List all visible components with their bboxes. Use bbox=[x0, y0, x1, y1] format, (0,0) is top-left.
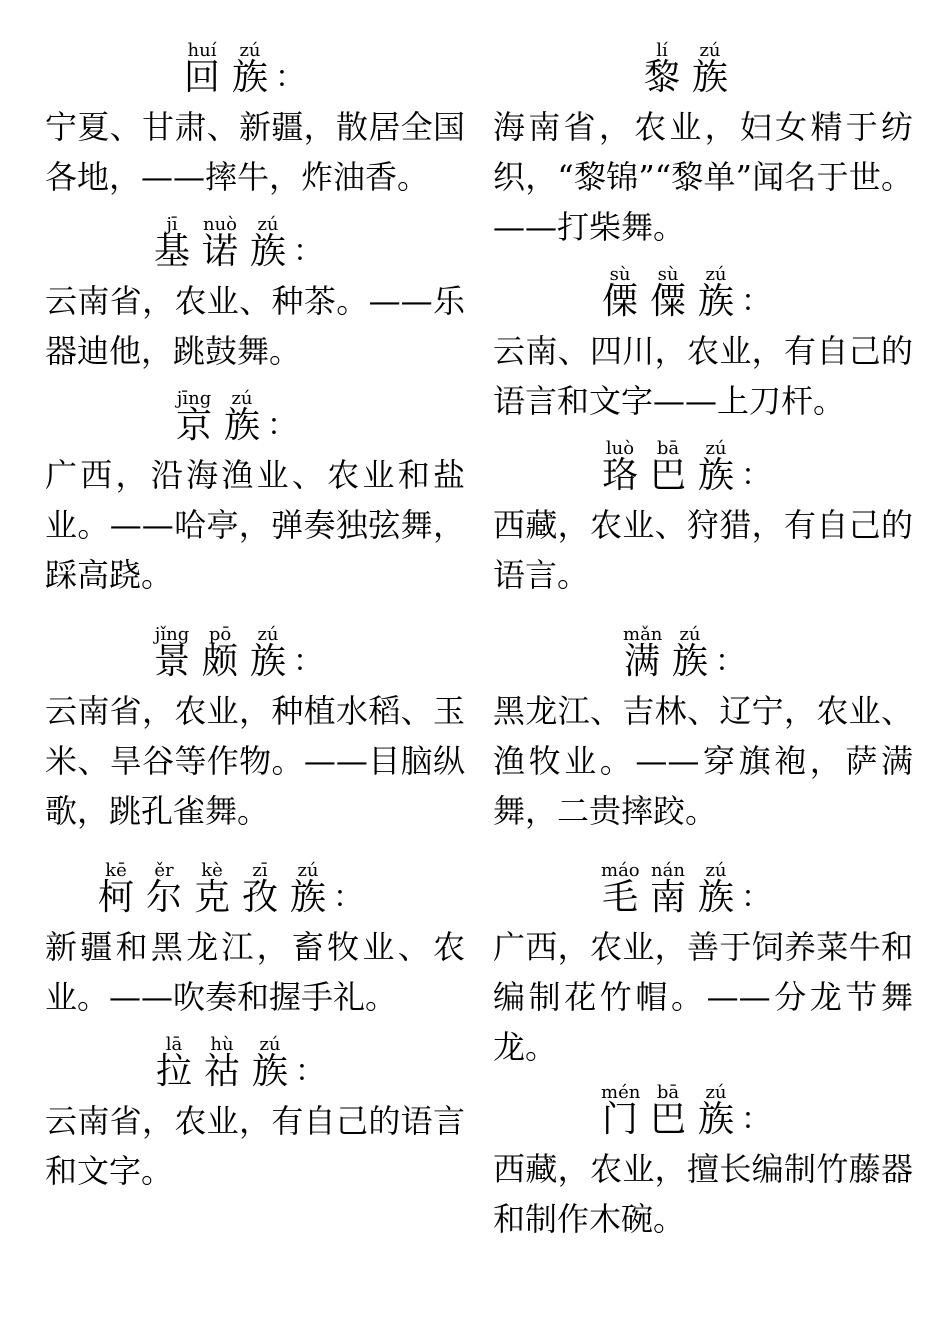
pinyin-annotation: nuò bbox=[202, 214, 238, 235]
hanzi-character: 孜 bbox=[241, 877, 278, 918]
hanzi-character: 克 bbox=[193, 877, 230, 918]
ethnic-group-entry bbox=[45, 216, 465, 376]
pinyin-annotation: zú bbox=[297, 860, 319, 881]
heading-colon: ： bbox=[333, 880, 363, 915]
pinyin-annotation: lā bbox=[165, 1034, 183, 1055]
hanzi-character: 族 bbox=[697, 1099, 734, 1140]
ruby-character bbox=[649, 440, 687, 496]
ethnic-group-entry bbox=[45, 390, 465, 600]
ruby-character bbox=[231, 42, 269, 98]
pinyin-annotation: pō bbox=[208, 624, 232, 645]
hanzi-character: 基 bbox=[153, 231, 190, 272]
ruby-character bbox=[97, 862, 135, 918]
hanzi-character: 族 bbox=[691, 57, 728, 98]
hanzi-character: 族 bbox=[671, 641, 708, 682]
ruby-character bbox=[153, 216, 191, 272]
ruby-character bbox=[203, 1036, 241, 1092]
pinyin-annotation: máo bbox=[601, 860, 640, 881]
hanzi-character: 景 bbox=[153, 641, 190, 682]
pinyin-annotation: sù bbox=[657, 264, 679, 285]
pinyin-annotation: zú bbox=[705, 860, 727, 881]
ruby-character bbox=[249, 216, 287, 272]
ethnic-group-entry bbox=[493, 440, 913, 600]
ethnic-group-entry bbox=[45, 626, 465, 836]
hanzi-character: 毛 bbox=[601, 877, 638, 918]
hanzi-character: 拉 bbox=[155, 1051, 192, 1092]
hanzi-character: 柯 bbox=[97, 877, 134, 918]
pinyin-annotation: huí bbox=[187, 40, 217, 61]
ethnic-group-entry bbox=[493, 42, 913, 252]
pinyin-annotation: bā bbox=[656, 1082, 680, 1103]
ethnic-group-heading bbox=[493, 626, 913, 682]
ruby-character bbox=[671, 626, 709, 682]
heading-colon: ： bbox=[267, 408, 297, 443]
ruby-character bbox=[601, 440, 639, 496]
ethnic-group-heading bbox=[45, 42, 465, 98]
pinyin-annotation: zú bbox=[705, 264, 727, 285]
pinyin-annotation: kè bbox=[201, 860, 223, 881]
pinyin-annotation: jīng bbox=[176, 388, 212, 409]
ethnic-group-heading bbox=[493, 42, 913, 98]
pinyin-annotation: zú bbox=[705, 438, 727, 459]
hanzi-character: 族 bbox=[697, 877, 734, 918]
hanzi-character: 族 bbox=[231, 57, 268, 98]
pinyin-annotation: zú bbox=[239, 40, 261, 61]
ruby-character bbox=[623, 626, 661, 682]
ethnic-group-description: 云南省，农业，有自己的语言和文字。 bbox=[45, 1102, 465, 1190]
ruby-character bbox=[697, 440, 735, 496]
ruby-character bbox=[223, 390, 261, 446]
ethnic-group-description: 云南省，农业、种茶。——乐器迪他，跳鼓舞。 bbox=[45, 282, 465, 370]
hanzi-character: 族 bbox=[223, 405, 260, 446]
ruby-character bbox=[193, 862, 231, 918]
ethnic-group-description: 宁夏、甘肃、新疆，散居全国各地，——摔牛，炸油香。 bbox=[45, 108, 465, 196]
ruby-character bbox=[241, 862, 279, 918]
right-column bbox=[493, 0, 913, 1344]
hanzi-character: 族 bbox=[249, 641, 286, 682]
hanzi-character: 祜 bbox=[203, 1051, 240, 1092]
hanzi-character: 族 bbox=[249, 231, 286, 272]
pinyin-annotation: zú bbox=[257, 624, 279, 645]
pinyin-annotation: mén bbox=[601, 1082, 641, 1103]
left-column bbox=[45, 0, 465, 1344]
heading-colon: ： bbox=[275, 60, 305, 95]
ethnic-group-heading bbox=[45, 390, 465, 446]
hanzi-character: 族 bbox=[289, 877, 326, 918]
heading-colon: ： bbox=[293, 644, 323, 679]
ruby-character bbox=[153, 626, 191, 682]
pinyin-annotation: jī bbox=[166, 214, 178, 235]
hanzi-character: 南 bbox=[649, 877, 686, 918]
ethnic-group-entry bbox=[493, 266, 913, 426]
ethnic-group-entry bbox=[493, 1084, 913, 1244]
ethnic-group-description: 新疆和黑龙江，畜牧业、农业。——吹奏和握手礼。 bbox=[45, 928, 465, 1016]
hanzi-character: 颇 bbox=[201, 641, 238, 682]
pinyin-annotation: zú bbox=[699, 40, 721, 61]
ruby-character bbox=[649, 862, 687, 918]
ethnic-group-description: 黑龙江、吉林、辽宁，农业、渔牧业。——穿旗袍，萨满舞，二贵摔跤。 bbox=[493, 692, 913, 830]
ethnic-group-heading bbox=[45, 862, 465, 918]
hanzi-character: 门 bbox=[601, 1099, 638, 1140]
ruby-character bbox=[649, 1084, 687, 1140]
hanzi-character: 回 bbox=[183, 57, 220, 98]
pinyin-annotation: hù bbox=[210, 1034, 234, 1055]
hanzi-character: 族 bbox=[697, 281, 734, 322]
ethnic-group-entry bbox=[45, 42, 465, 202]
pinyin-annotation: mǎn bbox=[623, 624, 663, 645]
pinyin-annotation: zú bbox=[259, 1034, 281, 1055]
ruby-character bbox=[697, 862, 735, 918]
ruby-character bbox=[201, 626, 239, 682]
heading-colon: ： bbox=[741, 1102, 771, 1137]
ruby-character bbox=[691, 42, 729, 98]
hanzi-character: 诺 bbox=[201, 231, 238, 272]
ruby-character bbox=[249, 626, 287, 682]
pinyin-annotation: zú bbox=[705, 1082, 727, 1103]
pinyin-annotation: jǐng bbox=[154, 624, 190, 645]
ethnic-group-entry bbox=[45, 862, 465, 1022]
pinyin-annotation: sù bbox=[609, 264, 631, 285]
hanzi-character: 族 bbox=[697, 455, 734, 496]
ethnic-group-heading bbox=[45, 626, 465, 682]
ethnic-group-heading bbox=[493, 266, 913, 322]
hanzi-character: 黎 bbox=[643, 57, 680, 98]
ruby-character bbox=[601, 1084, 639, 1140]
ruby-character bbox=[643, 42, 681, 98]
ethnic-group-heading bbox=[493, 440, 913, 496]
ethnic-group-heading bbox=[45, 1036, 465, 1092]
ruby-character bbox=[601, 862, 639, 918]
ethnic-group-description: 西藏，农业，擅长编制竹藤器和制作木碗。 bbox=[493, 1150, 913, 1238]
ethnic-group-description: 西藏，农业、狩猎，有自己的语言。 bbox=[493, 506, 913, 594]
ethnic-group-description: 广西，沿海渔业、农业和盐业。——哈亭，弹奏独弦舞，踩高跷。 bbox=[45, 456, 465, 594]
hanzi-character: 巴 bbox=[649, 1099, 686, 1140]
hanzi-character: 珞 bbox=[601, 455, 638, 496]
ruby-character bbox=[155, 1036, 193, 1092]
ethnic-group-entry bbox=[45, 1036, 465, 1196]
hanzi-character: 满 bbox=[623, 641, 660, 682]
heading-colon: ： bbox=[741, 458, 771, 493]
ruby-character bbox=[145, 862, 183, 918]
pinyin-annotation: zú bbox=[257, 214, 279, 235]
ruby-character bbox=[251, 1036, 289, 1092]
heading-colon: ： bbox=[715, 644, 745, 679]
ethnic-group-description: 云南省，农业，种植水稻、玉米、旱谷等作物。——目脑纵歌，跳孔雀舞。 bbox=[45, 692, 465, 830]
ethnic-group-heading bbox=[493, 1084, 913, 1140]
ruby-character bbox=[697, 1084, 735, 1140]
pinyin-annotation: luò bbox=[605, 438, 635, 459]
hanzi-character: 巴 bbox=[649, 455, 686, 496]
ruby-character bbox=[175, 390, 213, 446]
pinyin-annotation: zú bbox=[231, 388, 253, 409]
pinyin-annotation: lí bbox=[656, 40, 668, 61]
ethnic-group-entry bbox=[493, 862, 913, 1072]
ethnic-group-description: 云南、四川，农业，有自己的语言和文字——上刀杆。 bbox=[493, 332, 913, 420]
ruby-character bbox=[649, 266, 687, 322]
ruby-character bbox=[289, 862, 327, 918]
pinyin-annotation: zú bbox=[679, 624, 701, 645]
ethnic-group-heading bbox=[493, 862, 913, 918]
ruby-character bbox=[183, 42, 221, 98]
ethnic-group-description: 广西，农业，善于饲养菜牛和编制花竹帽。——分龙节舞龙。 bbox=[493, 928, 913, 1066]
ethnic-group-description: 海南省，农业，妇女精于纺织，“黎锦”“黎单”闻名于世。——打柴舞。 bbox=[493, 108, 913, 246]
ruby-character bbox=[601, 266, 639, 322]
ethnic-group-entry bbox=[493, 626, 913, 836]
hanzi-character: 尔 bbox=[145, 877, 182, 918]
pinyin-annotation: kē bbox=[105, 860, 127, 881]
pinyin-annotation: bā bbox=[656, 438, 680, 459]
hanzi-character: 京 bbox=[175, 405, 212, 446]
hanzi-character: 僳 bbox=[649, 281, 686, 322]
ruby-character bbox=[201, 216, 239, 272]
ruby-character bbox=[697, 266, 735, 322]
ethnic-group-heading bbox=[45, 216, 465, 272]
pinyin-annotation: nán bbox=[651, 860, 685, 881]
heading-colon: ： bbox=[741, 880, 771, 915]
heading-colon: ： bbox=[293, 234, 323, 269]
pinyin-annotation: zī bbox=[252, 860, 268, 881]
heading-colon: ： bbox=[741, 284, 771, 319]
heading-colon: ： bbox=[295, 1054, 325, 1089]
hanzi-character: 族 bbox=[251, 1051, 288, 1092]
pinyin-annotation: ěr bbox=[154, 860, 174, 881]
hanzi-character: 傈 bbox=[601, 281, 638, 322]
